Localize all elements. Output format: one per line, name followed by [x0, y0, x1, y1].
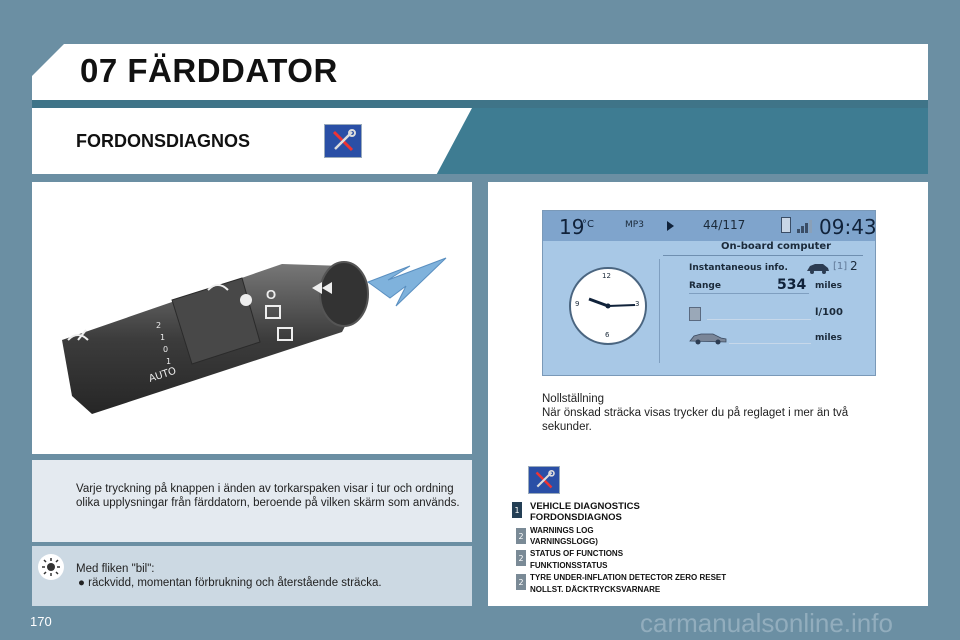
tip-intro: Med fliken "bil": — [76, 563, 155, 575]
reset-heading: Nollställning — [542, 393, 605, 405]
menu-item-subtitle: FUNKTIONSSTATUS — [530, 561, 608, 570]
lightbulb-icon — [38, 554, 64, 580]
range-label: Range — [689, 281, 721, 291]
menu-item-title: TYRE UNDER-INFLATION DETECTOR ZERO RESET — [530, 573, 727, 582]
consumption-underline — [707, 319, 811, 320]
temperature: 19 — [559, 215, 585, 239]
analog-clock — [569, 267, 647, 345]
time: 09:43 — [819, 215, 877, 239]
illustration-panel — [32, 182, 472, 454]
audio-source: MP3 — [625, 220, 644, 230]
instant-info-label: Instantaneous info. — [689, 263, 788, 273]
auto-label: AUTO — [147, 365, 178, 385]
header-divider — [32, 100, 928, 108]
wiper-stalk-illustration — [32, 182, 472, 454]
title-divider — [663, 255, 863, 256]
menu-item-title: VEHICLE DIAGNOSTICS — [530, 501, 640, 512]
menu-level-badge: 2 — [516, 574, 526, 590]
section-title: FORDONSDIAGNOS — [76, 131, 251, 151]
vehicle-side-icon — [689, 331, 727, 345]
button-o-label: O — [266, 287, 277, 302]
range-underline — [689, 293, 809, 294]
signal-icon — [797, 217, 815, 233]
menu-item-title: WARNINGS LOG — [530, 526, 594, 535]
chapter-title: 07 FÄRDDATOR — [80, 52, 338, 89]
watermark: carmanualsonline.info — [640, 608, 893, 638]
consumption-unit: l/100 — [815, 307, 843, 318]
fuel-pump-icon — [689, 307, 701, 321]
wiper-position: 0 — [163, 345, 169, 354]
phone-icon — [781, 217, 791, 233]
clock-number: 6 — [605, 331, 610, 339]
clock-divider — [659, 259, 660, 363]
description-panel — [32, 460, 472, 542]
page-number: 170 — [30, 614, 52, 629]
tools-icon — [324, 124, 362, 158]
clock-number: 12 — [602, 272, 611, 280]
tip-bullet: ● räckvidd, momentan förbrukning och återstående sträcka. — [78, 577, 382, 589]
wiper-position: 2 — [156, 321, 162, 330]
wiper-position: 1 — [166, 357, 172, 366]
clock-hands — [571, 269, 645, 343]
track-counter: 44/117 — [703, 218, 746, 232]
menu-level-badge: 2 — [516, 528, 526, 544]
reset-instructions: När önskad sträcka visas trycker du på reglaget i mer än två sekunder. — [542, 407, 849, 433]
tip-panel — [32, 546, 472, 606]
clock-number: 9 — [575, 300, 580, 308]
menu-tools-icon — [528, 466, 560, 494]
temperature-unit: °C — [582, 219, 594, 230]
clock-number: 3 — [635, 300, 640, 308]
car-icon — [805, 262, 831, 274]
pointer-arrow — [368, 258, 446, 306]
range-unit: miles — [815, 281, 843, 291]
onboard-display — [542, 210, 876, 376]
menu-level-badge: 1 — [512, 502, 522, 518]
wiper-position: 1 — [160, 333, 166, 342]
trip-alt: 2 — [850, 259, 858, 273]
description-text: Varje tryckning på knappen i änden av torkarspaken visar i tur och ordning olika upplysningar från färddatorn, beroende på vilken skärm som används. — [76, 483, 460, 509]
menu-level-badge: 2 — [516, 550, 526, 566]
menu-item-subtitle: VARNINGSLOGG) — [530, 537, 598, 546]
trip-index: [1] — [833, 261, 848, 272]
menu-item-subtitle: NOLLST. DÄCKTRYCKSVARNARE — [530, 585, 661, 594]
range-value: 534 — [777, 277, 807, 293]
menu-item-subtitle: FORDONSDIAGNOS — [530, 512, 622, 523]
stalk-end-button — [320, 262, 368, 326]
menu-item-title: STATUS OF FUNCTIONS — [530, 549, 624, 558]
remaining-underline — [729, 343, 811, 344]
display-title: On-board computer — [721, 241, 832, 252]
button-dot — [240, 294, 252, 306]
play-icon — [667, 221, 674, 231]
remaining-unit: miles — [815, 333, 843, 343]
